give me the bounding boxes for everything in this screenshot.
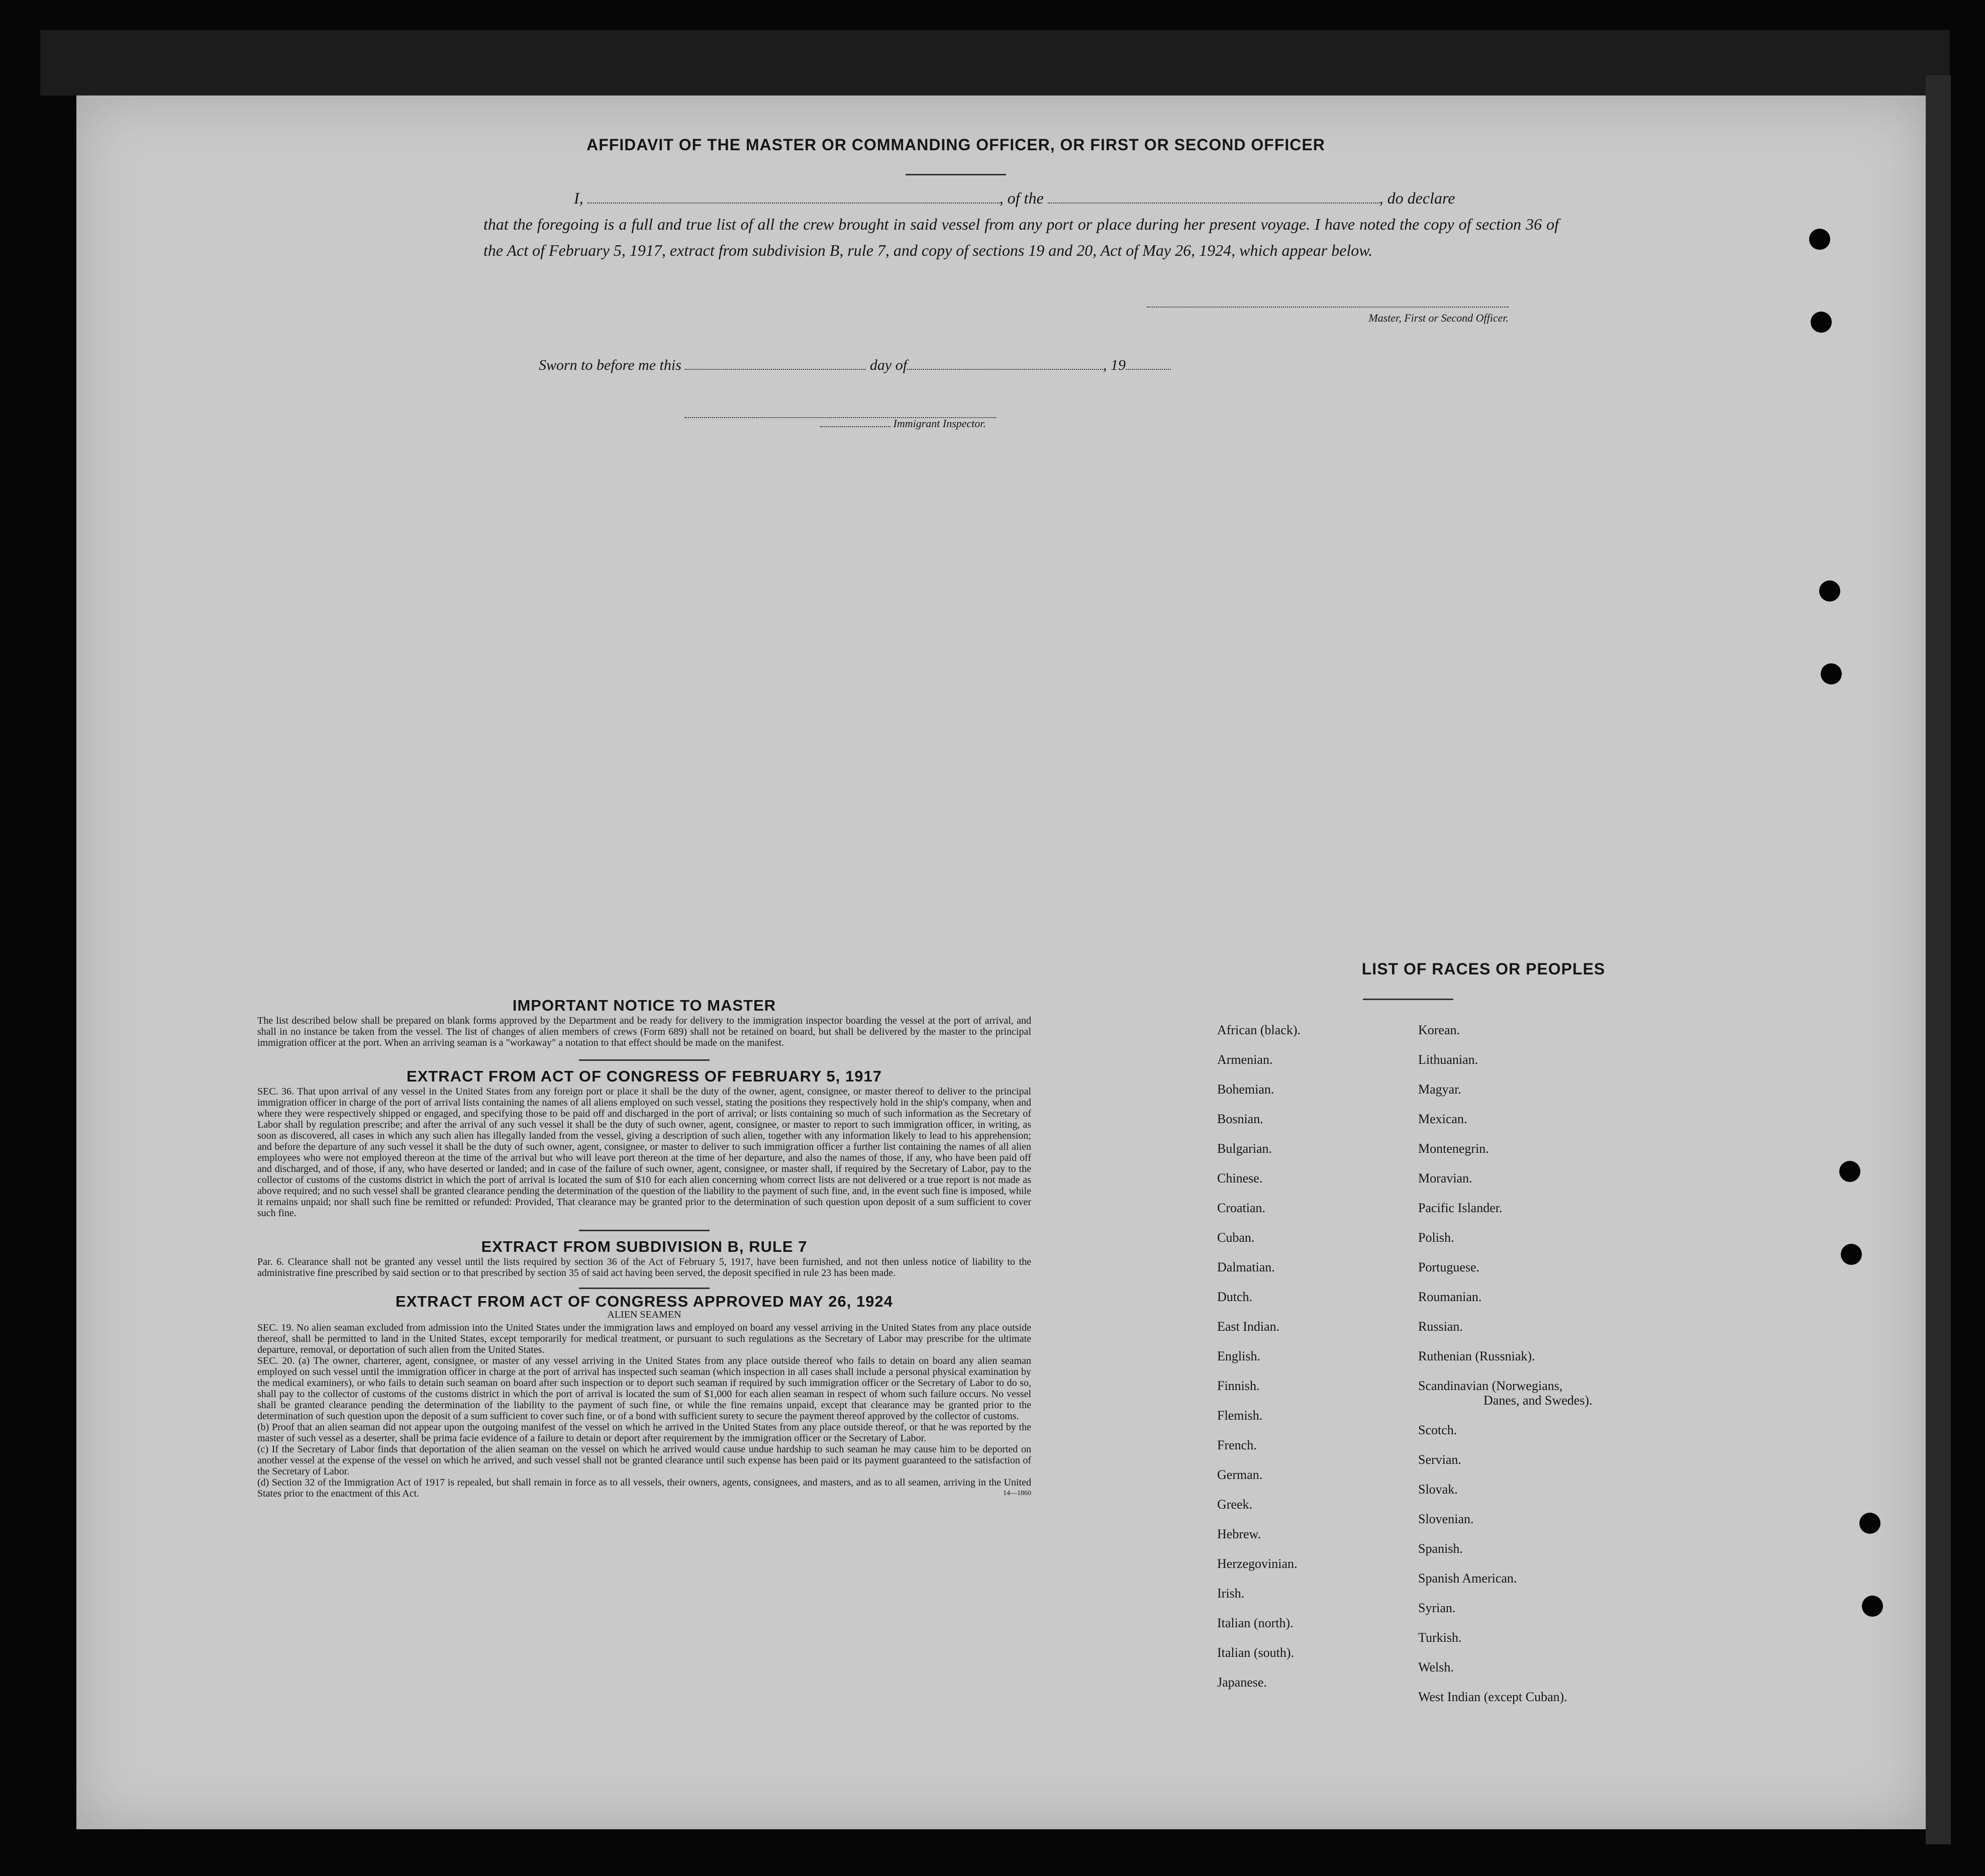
race-item: Korean. xyxy=(1418,1023,1460,1037)
legal-notices xyxy=(257,997,1031,1499)
notice-rule xyxy=(579,1059,710,1061)
sec19-text: SEC. 19. No alien seaman excluded from admission into the United States under the immigration laws and employed on board any vessel arriving in the United States from any place outside thereof, shall be permitted to land in the United States, except temporarily for medical treatment, or pursuant to such regulations as the Secretary of Labor may prescribe for the ultimate departure, removal, or deportation of such alien from the United States. xyxy=(257,1322,1031,1355)
race-item: Scandinavian (Norwegians, xyxy=(1418,1378,1563,1393)
rule7-text: Par. 6. Clearance shall not be granted any vessel until the lists required by section 36 of the Act of February 5, 1917, have been furnished, and not then unless notice of liability to the administrative fine prescribed by said section or to that prescribed by section 35 of said act having been served, the deposit specified in rule 23 has been made. xyxy=(257,1256,1031,1278)
race-item: Cuban. xyxy=(1217,1230,1255,1245)
race-item: Finnish. xyxy=(1217,1378,1260,1393)
races-right-column xyxy=(1418,1015,1593,1712)
race-item: Moravian. xyxy=(1418,1171,1472,1186)
race-item: Lithuanian. xyxy=(1418,1052,1478,1067)
affidavit-first-line xyxy=(483,185,1559,211)
year-label: , 19 xyxy=(1103,357,1126,373)
binder-hole xyxy=(1862,1596,1883,1617)
master-signature-label: Master, First or Second Officer. xyxy=(1368,312,1509,324)
binder-hole xyxy=(1859,1513,1880,1534)
sec20b-text: (b) Proof that an alien seaman did not appear upon the outgoing manifest of the vessel on which he arrived in the United States from any place outside thereof, or that he was reported by the master of such vessel as a deserter, shall be prima facie evidence of a failure to detain or deport after requirement by the immigration officer or the Secretary of Labor. xyxy=(257,1422,1031,1444)
race-item: Polish. xyxy=(1418,1230,1454,1245)
race-item: Pacific Islander. xyxy=(1418,1201,1503,1215)
race-item: Russian. xyxy=(1418,1319,1463,1334)
race-item: German. xyxy=(1217,1467,1263,1482)
race-item: Turkish. xyxy=(1418,1630,1462,1645)
race-item: English. xyxy=(1217,1349,1260,1363)
declarant-name-field[interactable] xyxy=(587,203,1000,204)
title-rule xyxy=(906,174,1006,175)
sworn-month-field[interactable] xyxy=(907,369,1103,370)
document-page xyxy=(76,95,1926,1829)
notice-title: IMPORTANT NOTICE TO MASTER xyxy=(512,997,776,1014)
race-item: African (black). xyxy=(1217,1023,1301,1037)
page-edge xyxy=(1926,75,1951,1844)
binder-hole xyxy=(1809,229,1830,250)
race-item: Spanish. xyxy=(1418,1541,1463,1556)
inspector-label: Immigrant Inspector. xyxy=(893,417,986,430)
race-item: Dalmatian. xyxy=(1217,1260,1275,1274)
sec20d-text xyxy=(257,1477,1031,1499)
race-item: East Indian. xyxy=(1217,1319,1280,1334)
race-item: Scotch. xyxy=(1418,1423,1457,1437)
extract-1917-text: SEC. 36. That upon arrival of any vessel in the United States from any foreign port or place it shall be the duty of the owner, agent, consignee, or master thereof to deliver to the principal immigration officer in charge of the port of arrival lists containing the names of all aliens employed on such vessel, stating the positions they respectively hold in the ship's company, when and where they were respectively shipped or engaged, and specifying those to be paid off and discharged in the port of arrival; or lists containing so much of such information as the Secretary of Labor shall by regulation prescribe; and after the arrival of any such vessel it shall be the duty of such owner, agent, consignee, or master to report to such immigration officer, in writing, as soon as discovered, all cases in which any such alien has illegally landed from the vessel, giving a description of such alien, together with any information likely to lead to his apprehension; and before the departure of any such vessel it shall be the duty of such owner, agent, consignee, or master to deliver to such immigration officer a further list containing the names of all alien employees who were not employed thereon at the time of the arrival but who will leave port thereon at the time of her departure, and also the names of those, if any, who have been paid off and discharged, and of those, if any, who have deserted or landed; and in case of the failure of such owner, agent, consignee, or master shall, if required by the Secretary of Labor, pay to the collector of customs of the customs district in which the port of arrival is located the sum of $10 for each alien concerning whom correct lists are not delivered or a true report is not made as above required; and no such vessel shall be granted clearance pending the determination of the question of the liability to the payment of such fine, and, in the event such fine is imposed, while it remains unpaid; nor shall such fine be remitted or refunded: Provided, That clearance may be granted prior to the determination of such question upon deposit of a sum sufficient to cover such fine. xyxy=(257,1086,1031,1219)
race-item: Servian. xyxy=(1418,1452,1461,1467)
race-item: Japanese. xyxy=(1217,1675,1267,1690)
declarant-prefix: I, xyxy=(574,189,583,207)
sworn-year-field[interactable] xyxy=(1126,369,1171,370)
affidavit-title: AFFIDAVIT OF THE MASTER OR COMMANDING OFFICER, OR FIRST OR SECOND OFFICER xyxy=(586,136,1325,154)
extract-1924-title: EXTRACT FROM ACT OF CONGRESS APPROVED MAY 26, 1924 xyxy=(395,1293,893,1310)
affidavit-statement: that the foregoing is a full and true list of all the crew brought in said vessel from any port or place during her present voyage. I have noted the copy of section 36 of the Act of February 5, 1917, extract from subdivision B, rule 7, and copy of sections 19 and 20, Act of May 26, 1924, which appear below. xyxy=(483,215,1559,259)
race-item: Mexican. xyxy=(1418,1112,1467,1126)
race-item: Irish. xyxy=(1217,1586,1245,1601)
race-item: Greek. xyxy=(1217,1497,1253,1512)
race-item: West Indian (except Cuban). xyxy=(1418,1690,1567,1704)
race-item: Italian (south). xyxy=(1217,1645,1295,1660)
form-number: 14—1860 xyxy=(1003,1490,1031,1497)
master-signature-field[interactable] xyxy=(1147,307,1509,308)
race-item: Montenegrin. xyxy=(1418,1141,1489,1156)
race-item: Roumanian. xyxy=(1418,1290,1482,1304)
extract-1917-rule xyxy=(579,1230,710,1231)
affidavit-body xyxy=(483,185,1559,263)
sworn-prefix: Sworn to before me this xyxy=(539,357,681,373)
race-item: Syrian. xyxy=(1418,1601,1456,1615)
races-left-column xyxy=(1217,1015,1301,1697)
binder-hole xyxy=(1841,1244,1862,1265)
extract-1917-title: EXTRACT FROM ACT OF CONGRESS OF FEBRUARY 5, 1917 xyxy=(407,1067,882,1085)
scan-background-strip xyxy=(40,30,1950,95)
race-item: Welsh. xyxy=(1418,1660,1454,1674)
binder-hole xyxy=(1839,1161,1860,1182)
race-item: Slovenian. xyxy=(1418,1512,1474,1526)
races-title: LIST OF RACES OR PEOPLES xyxy=(1361,960,1606,978)
rule7-title: EXTRACT FROM SUBDIVISION B, RULE 7 xyxy=(481,1238,808,1255)
binder-hole xyxy=(1819,580,1840,602)
race-item: Bulgarian. xyxy=(1217,1141,1272,1156)
race-item: Bosnian. xyxy=(1217,1112,1263,1126)
race-item: Slovak. xyxy=(1418,1482,1458,1497)
race-item: Bohemian. xyxy=(1217,1082,1274,1097)
race-item: Italian (north). xyxy=(1217,1616,1294,1630)
race-item: Hebrew. xyxy=(1217,1527,1261,1541)
day-of-label: day of xyxy=(869,357,908,373)
sec20c-text: (c) If the Secretary of Labor finds that deportation of the alien seaman on the vessel on which he arrived would cause undue hardship to such seaman he may cause him to be deported on another vessel at the expense of the vessel on which he arrived, and such vessel shall not be granted clearance until such expense has been paid or its payment guaranteed to the satisfaction of the Secretary of Labor. xyxy=(257,1444,1031,1477)
of-the-label: , of the xyxy=(999,189,1044,207)
sworn-line xyxy=(539,357,1343,374)
sworn-day-field[interactable] xyxy=(685,369,866,370)
race-item: Croatian. xyxy=(1217,1201,1266,1215)
inspector-label-line xyxy=(820,417,1122,430)
binder-hole xyxy=(1811,312,1832,333)
do-declare-label: , do declare xyxy=(1379,189,1455,207)
race-item: Spanish American. xyxy=(1418,1571,1517,1586)
sec20d-body: (d) Section 32 of the Immigration Act of 1917 is repealed, but shall remain in force as to all vessels, their owners, agents, consignees, and masters, and as to all seamen, arriving in the United States prior to the enactment of this Act. xyxy=(257,1477,1031,1499)
race-item: Chinese. xyxy=(1217,1171,1263,1186)
sec20a-text: SEC. 20. (a) The owner, charterer, agent, consignee, or master of any vessel arriving in the United States from any place outside thereof who fails to detain on board any alien seaman employed on such vessel until the immigration officer in charge at the port of arrival has inspected such seaman (which inspection in all cases shall include a personal physical examination by the medical examiners), or who fails to detain such seaman on board after such inspection or to deport such seaman if required by such immigration officer or the Secretary of Labor to do so, shall pay to the collector of customs of the customs district in which the port of arrival is located the sum of $1,000 for each alien seaman in respect of whom such failure occurs. No vessel shall be granted clearance pending the determination of the liability to the payment of such fine, or while the fine remains unpaid, except that clearance may be granted prior to the determination of such question upon the deposit of a sum sufficient to cover such fine, or of a bond with sufficient surety to secure the payment thereof approved by the collector of customs. xyxy=(257,1355,1031,1422)
race-item: Magyar. xyxy=(1418,1082,1461,1097)
alien-seamen-subtitle: ALIEN SEAMEN xyxy=(607,1309,681,1320)
races-rule xyxy=(1363,999,1453,1000)
race-item: Herzegovinian. xyxy=(1217,1556,1298,1571)
inspector-dots xyxy=(820,426,890,427)
binder-hole xyxy=(1821,663,1842,684)
race-item: Armenian. xyxy=(1217,1052,1273,1067)
race-item: Flemish. xyxy=(1217,1408,1263,1423)
notice-text: The list described below shall be prepared on blank forms approved by the Department and be ready for delivery to the immigration inspector boarding the vessel at the port of arrival, and shall in no instance be taken from the vessel. The list of changes of alien members of crews (Form 689) shall not be retained on board, but shall be delivered by the master to the principal immigration officer at the port. When an arriving seaman is a "workaway" a notation to that effect should be made on the manifest. xyxy=(257,1015,1031,1048)
race-item: French. xyxy=(1217,1438,1257,1452)
vessel-name-field[interactable] xyxy=(1048,203,1379,204)
race-item: Danes, and Swedes). xyxy=(1483,1393,1593,1408)
rule7-rule xyxy=(579,1288,710,1289)
race-item: Dutch. xyxy=(1217,1290,1253,1304)
race-item: Ruthenian (Russniak). xyxy=(1418,1349,1535,1363)
race-item: Portuguese. xyxy=(1418,1260,1480,1274)
